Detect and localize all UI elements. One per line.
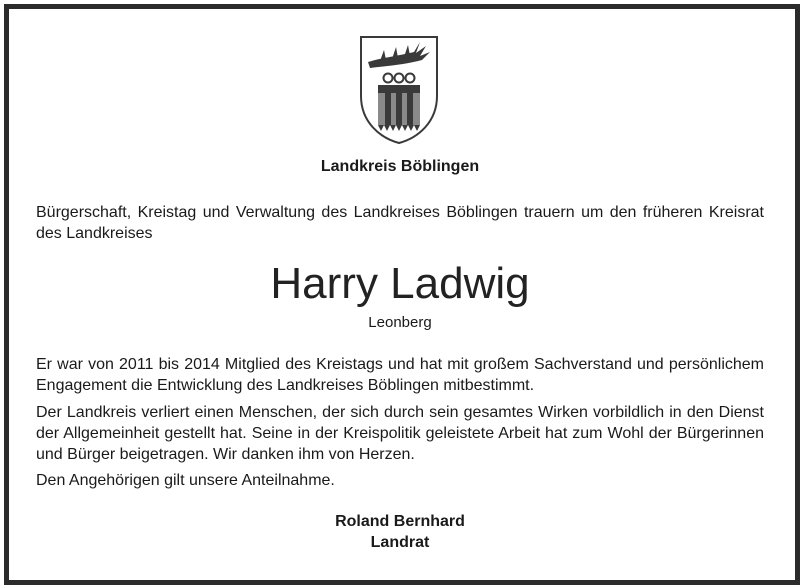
tribute-paragraph: Er war von 2011 bis 2014 Mitglied des Kreistags und hat mit großem Sachverstand und persönlichem Engagement die Entwicklung des Landkreises Böblingen mitbestimmt. xyxy=(36,356,764,394)
organization-name: Landkreis Böblingen xyxy=(320,158,480,175)
condolence-paragraph: Den Angehörigen gilt unsere Anteilnahme. xyxy=(36,472,335,489)
intro-text: Bürgerschaft, Kreistag und Verwaltung des Landkreises Böblingen trauern um den früheren Kreisrat des Landkreises xyxy=(36,204,764,242)
coat-of-arms-icon xyxy=(358,34,440,146)
signatory-title: Landrat xyxy=(370,534,430,551)
deceased-name: Harry Ladwig xyxy=(270,259,530,308)
signatory-name: Roland Bernhard xyxy=(335,513,465,530)
tribute-paragraph: Der Landkreis verliert einen Menschen, der sich durch sein gesamtes Wirken vorbildlich in den Dienst der Allgemeinheit gestellt hat. Seine in der Kreispolitik geleistete Arbeit hat zum Wohl der Bürgerinnen und Bürger beigetragen. Wir danken ihm von Herzen. xyxy=(36,404,764,463)
deceased-place: Leonberg xyxy=(368,314,432,331)
